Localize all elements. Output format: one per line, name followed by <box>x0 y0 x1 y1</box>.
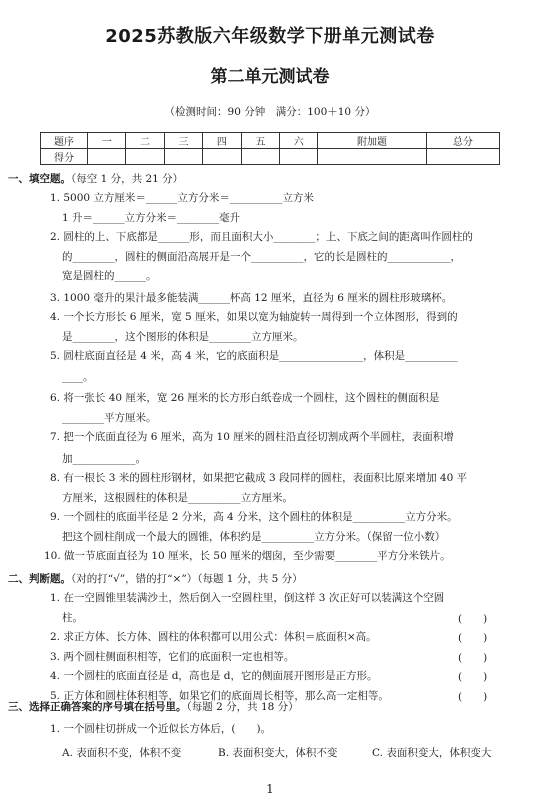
exam-info: （检测时间：90 分钟 满分：100＋10 分） <box>164 106 376 118</box>
question-line: 4. 一个长方形长 6 厘米，宽 5 厘米，如果以宽为轴旋转一周得到一个立体图形，得到的 <box>50 311 458 324</box>
score-input-cell[interactable] <box>203 149 241 165</box>
answer-parentheses[interactable]: ( ) <box>458 690 488 703</box>
answer-parentheses[interactable]: ( ) <box>458 612 488 625</box>
score-cell: 四 <box>203 133 241 149</box>
answer-parentheses[interactable]: ( ) <box>458 632 488 645</box>
question-line: 是________，这个图形的体积是________立方厘米。 <box>62 330 304 343</box>
score-table <box>40 132 500 165</box>
answer-parentheses[interactable]: ( ) <box>458 671 488 684</box>
question-line: 1 升＝______立方分米＝________毫升 <box>62 211 241 224</box>
exam-subtitle: 第二单元测试卷 <box>210 67 330 87</box>
question-line: 2. 圆柱的上、下底都是______形，而且面积大小________；上、下底之间的距离叫作圆柱的 <box>50 231 473 244</box>
question-line: 2. 求正方体、长方体、圆柱的体积都可以用公式：体积＝底面积×高。 <box>50 631 377 644</box>
section-title: 三、选择正确答案的序号填在括号里。 <box>8 701 187 713</box>
score-cell: 附加题 <box>318 133 426 149</box>
section-2-heading <box>8 572 303 586</box>
question-line: 4. 一个圆柱的底面直径是 d，高也是 d，它的侧面展开图形是正方形。 <box>50 670 378 683</box>
question-line: 加____________。 <box>62 452 146 465</box>
page-number: 1 <box>266 782 274 796</box>
section-note: （每题 2 分，共 18 分） <box>186 701 299 713</box>
score-cell: 二 <box>126 133 164 149</box>
section-1-heading <box>8 172 183 186</box>
exam-title: 2025苏教版六年级数学下册单元测试卷 <box>105 26 435 47</box>
question-line: 1. 在一空圆锥里装满沙土，然后倒入一空圆柱里，倒这样 3 次正好可以装满这个空圆 <box>50 592 445 605</box>
question-line: 7. 把一个底面直径为 6 厘米，高为 10 厘米的圆柱沿直径切割成两个半圆柱，表面积增 <box>50 431 454 444</box>
question-line: 5. 圆柱底面直径是 4 米，高 4 米，它的底面积是________________，体积是__________ <box>50 350 458 362</box>
question-line: 5. 正方体和圆柱体积相等，如果它们的底面周长相等，那么高一定相等。 <box>50 689 389 702</box>
answer-parentheses[interactable]: ( ) <box>458 651 488 664</box>
question-line: 宽是圆柱的______。 <box>62 270 157 283</box>
score-cell: 得分 <box>41 149 88 165</box>
score-cell: 一 <box>88 133 126 149</box>
question-line: 9. 一个圆柱的底面半径是 2 分米，高 4 分米，这个圆柱的体积是__________立方分米。 <box>50 511 458 524</box>
question-line: 6. 将一张长 40 厘米，宽 26 厘米的长方形白纸卷成一个圆柱，这个圆柱的侧面积是 <box>50 392 440 405</box>
question-line: ________平方厘米。 <box>62 411 157 424</box>
score-input-cell[interactable] <box>280 149 318 165</box>
score-input-cell[interactable] <box>241 149 279 165</box>
section-title: 一、填空题。 <box>8 173 71 185</box>
question-line: 柱。 <box>62 611 83 624</box>
score-table-score-row <box>41 149 500 165</box>
section-title: 二、判断题。 <box>8 573 71 586</box>
section-note: （每空 1 分，共 21 分） <box>71 173 184 185</box>
score-cell: 六 <box>280 133 318 149</box>
score-table-header-row <box>41 133 500 149</box>
question-line: 1. 一个圆柱切拼成一个近似长方体后，( )。 <box>50 723 272 735</box>
choice-option[interactable]: B. 表面积变大，体积不变 <box>218 747 338 759</box>
score-input-cell[interactable] <box>426 149 499 165</box>
question-line: 的________，圆柱的侧面沿高展开是一个__________，它的长是圆柱的____________， <box>62 250 461 263</box>
section-3-heading <box>8 700 299 714</box>
question-line: 把这个圆柱削成一个最大的圆锥，体积约是__________立方分米。（保留一位小数） <box>62 530 446 543</box>
question-line: 3. 两个圆柱侧面积相等，它们的底面积一定也相等。 <box>50 650 295 663</box>
score-input-cell[interactable] <box>164 149 202 165</box>
question-line: 8. 有一根长 3 米的圆柱形钢材，如果把它截成 3 段同样的圆柱，表面积比原来增加 40 平 <box>50 472 468 485</box>
question-line: 方厘米，这根圆柱的体积是__________立方厘米。 <box>62 491 293 504</box>
question-line: 1. 5000 立方厘米＝______立方分米＝__________立方米 <box>50 192 314 205</box>
score-cell: 题序 <box>41 133 88 149</box>
section-note: （对的打“√”，错的打“×”）（每题 1 分，共 5 分） <box>71 573 303 586</box>
choice-option[interactable]: C. 表面积变大，体积变大 <box>372 747 492 759</box>
score-cell: 总分 <box>426 133 499 149</box>
score-input-cell[interactable] <box>88 149 126 165</box>
score-cell: 三 <box>164 133 202 149</box>
question-line: 10. 做一节底面直径为 10 厘米，长 50 厘米的烟囱，至少需要________平方分米铁片。 <box>44 550 451 562</box>
question-line: ____。 <box>62 371 94 384</box>
score-input-cell[interactable] <box>318 149 426 165</box>
choice-option[interactable]: A. 表面积不变，体积不变 <box>62 747 182 759</box>
question-line: 3. 1000 毫升的果汁最多能装满______杯高 12 厘米，直径为 6 厘米的圆柱形玻璃杯。 <box>50 291 453 304</box>
score-input-cell[interactable] <box>126 149 164 165</box>
score-cell: 五 <box>241 133 279 149</box>
